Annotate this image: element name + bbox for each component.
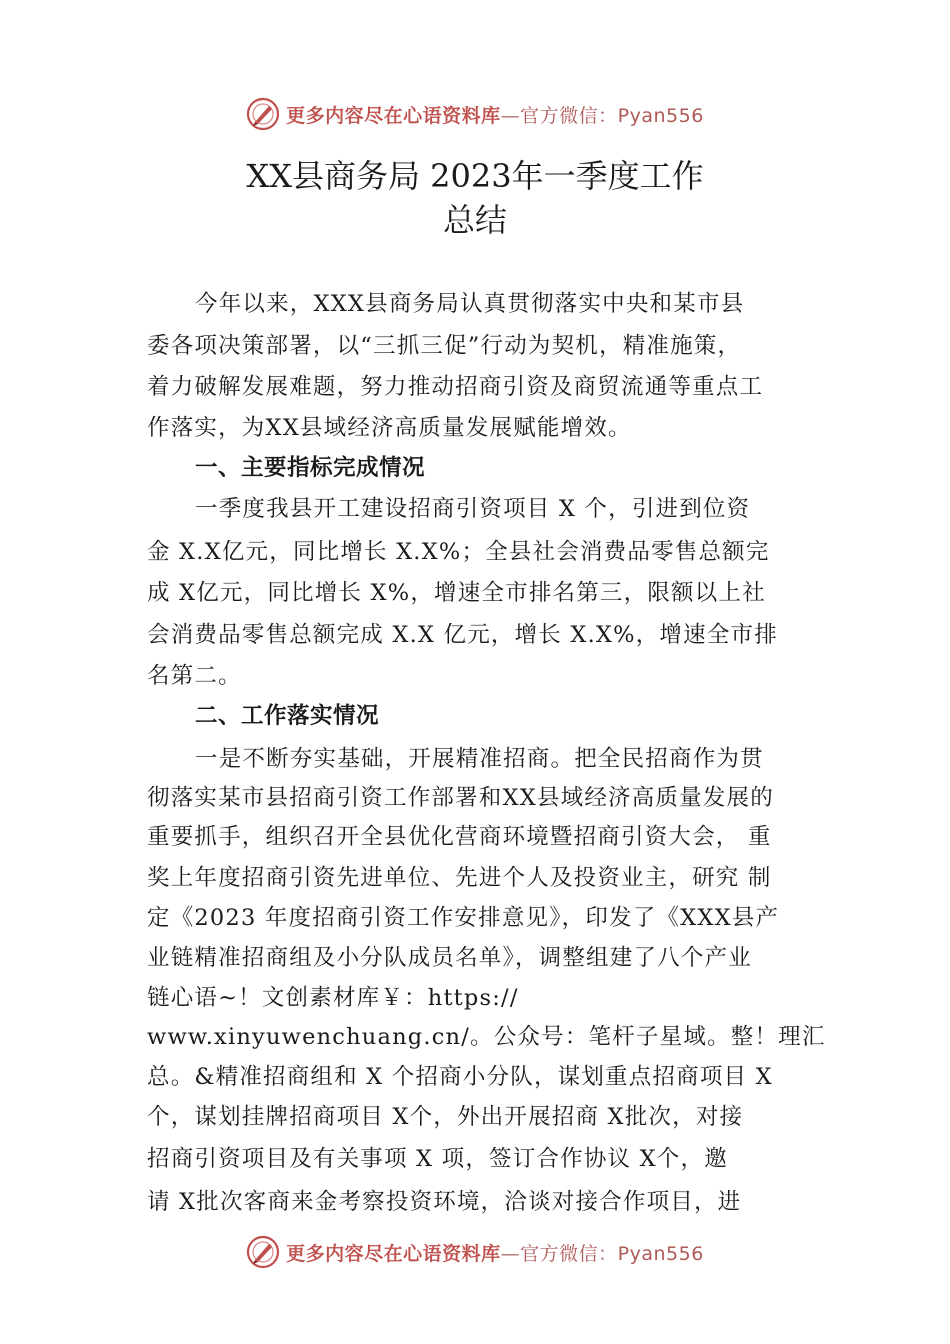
header-banner-text <box>286 101 704 128</box>
document-title-line-2: 总结 <box>442 201 507 239</box>
body-line: 个，谋划挂牌招商项目 X个，外出开展招商 X批次，对接 <box>147 1104 744 1130</box>
body-line: 定《2023 年度招商引资工作安排意见》，印发了《XXX县产 <box>147 905 780 931</box>
body-line: 着力破解发展难题，努力推动招商引资及商贸流通等重点工 <box>147 374 764 400</box>
body-line: 金 X.X亿元，同比增长 X.X%；全县社会消费品零售总额完 <box>147 539 770 565</box>
body-line: 重要抓手，组织召开全县优化营商环境暨招商引资大会， 重 <box>147 824 772 850</box>
body-line: 作落实，为XX县域经济高质量发展赋能增效。 <box>147 415 632 441</box>
body-line: 今年以来，XXX县商务局认真贯彻落实中央和某市县 <box>195 291 745 317</box>
body-line: 奖上年度招商引资先进单位、先进个人及投资业主，研究 制 <box>147 865 772 891</box>
body-line: 请 X批次客商来金考察投资环境，洽谈对接合作项目，进 <box>147 1189 742 1215</box>
pen-logo-icon <box>246 1235 280 1269</box>
header-banner <box>0 94 950 134</box>
footer-banner-sep: — <box>500 1242 521 1265</box>
body-line: 成 X亿元，同比增长 X%，增速全市排名第三，限额以上社 <box>147 580 766 606</box>
document-title-line-1: XX县商务局 2023年一季度工作 <box>246 157 704 195</box>
body-line: 一是不断夯实基础，开展精准招商。把全民招商作为贯 <box>195 746 764 772</box>
body-line: 一季度我县开工建设招商引资项目 X 个，引进到位资 <box>195 496 751 522</box>
footer-banner <box>0 1232 950 1272</box>
body-line: 总。&精准招商组和 X 个招商小分队，谋划重点招商项目 X <box>147 1064 773 1090</box>
body-line: 彻落实某市县招商引资工作部署和XX县域经济高质量发展的 <box>147 785 774 811</box>
header-banner-main: 更多内容尽在心语资料库 <box>286 104 501 127</box>
footer-banner-text <box>286 1239 704 1266</box>
body-line: 招商引资项目及有关事项 X 项，签订合作协议 X个，邀 <box>147 1146 728 1172</box>
header-banner-sep: — <box>500 104 521 127</box>
body-line: 业链精准招商组及小分队成员名单》，调整组建了八个产业 <box>147 945 752 971</box>
body-line: 会消费品零售总额完成 X.X 亿元，增长 X.X%，增速全市排 <box>147 622 778 648</box>
body-line: www.xinyuwenchuang.cn/。公众号：笔杆子星域。整！理汇 <box>147 1024 826 1050</box>
section-heading-1: 一、主要指标完成情况 <box>195 455 426 481</box>
body-line: 名第二。 <box>147 663 242 689</box>
pen-logo-icon <box>246 97 280 131</box>
section-heading-2: 二、工作落实情况 <box>195 703 380 729</box>
footer-banner-wechat: 官方微信：Pyan556 <box>520 1242 704 1265</box>
body-line: 委各项决策部署，以“三抓三促”行动为契机，精准施策， <box>147 333 742 359</box>
footer-banner-main: 更多内容尽在心语资料库 <box>286 1242 501 1265</box>
body-line: 链心语~！文创素材库￥：https:// <box>147 985 519 1011</box>
header-banner-wechat: 官方微信：Pyan556 <box>520 104 704 127</box>
